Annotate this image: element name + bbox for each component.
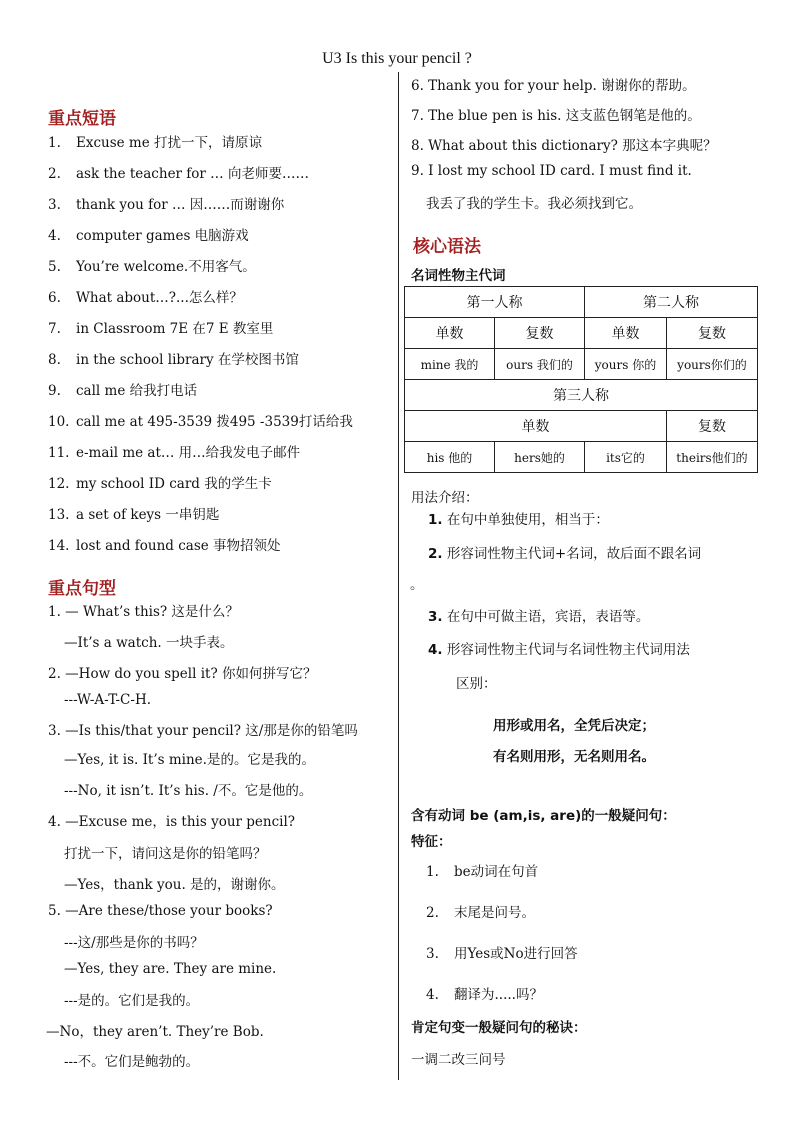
rule-line: 有名则用形，无名则用名。	[493, 749, 655, 765]
grammar-heading: 核心语法	[413, 237, 481, 257]
sentence-line: —It’s a watch. 一块手表。	[64, 635, 234, 651]
sentence-line: ---不。它们是鲍勃的。	[64, 1054, 200, 1070]
phrase-item: 12. my school ID card 我的学生卡	[48, 476, 272, 492]
sentence-line: 我丢了我的学生卡。我必须找到它。	[426, 196, 642, 212]
phrase-item: 2. ask the teacher for … 向老师要……	[48, 166, 309, 182]
sentence-line: 9. I lost my school ID card. I must find it.	[411, 163, 692, 179]
sentence-line: 4. —Excuse me，is this your pencil?	[48, 814, 296, 830]
usage-item: 区别：	[456, 676, 497, 692]
table-header: 复数	[667, 318, 758, 349]
phrase-item: 6. What about…?...怎么样？	[48, 290, 243, 306]
table-header: 复数	[495, 318, 585, 349]
tip-title: 肯定句变一般疑问句的秘诀：	[411, 1020, 587, 1036]
sentence-line: ---No, it isn’t. It’s his. /不。它是他的。	[64, 783, 313, 799]
possessive-pronoun-table	[404, 286, 758, 473]
table-cell: hers她的	[495, 442, 585, 473]
phrase-item: 3. thank you for … 因……而谢谢你	[48, 197, 285, 213]
phrase-item: 1. Excuse me 打扰一下，请原谅	[48, 135, 263, 151]
table-header: 第一人称	[405, 287, 585, 318]
sentence-line: 6. Thank you for your help. 谢谢你的帮助。	[411, 78, 696, 94]
phrase-item: 13. a set of keys 一串钥匙	[48, 507, 220, 523]
sentence-line: 2. —How do you spell it? 你如何拼写它？	[48, 666, 317, 682]
feature-item: 2. 末尾是问号。	[426, 905, 535, 921]
table-cell: mine 我的	[405, 349, 495, 380]
sentence-line: 5. —Are these/those your books?	[48, 903, 273, 919]
be-question-title: 含有动词 be (am,is, are)的一般疑问句：	[411, 808, 676, 824]
page-title: U3 Is this your pencil ?	[322, 50, 472, 67]
usage-item: 1. 在句中单独使用，相当于：	[428, 512, 609, 528]
phrase-item: 10. call me at 495-3539 拨495 -3539打话给我	[48, 414, 353, 430]
table-cell: yours 你的	[585, 349, 667, 380]
phrase-item: 9. call me 给我打电话	[48, 383, 198, 399]
sentence-line: —Yes, it is. It’s mine.是的。它是我的。	[64, 752, 315, 768]
phrase-item: 14. lost and found case 事物招领处	[48, 538, 281, 554]
table-header: 单数	[585, 318, 667, 349]
feature-item: 4. 翻译为.....吗？	[426, 987, 543, 1003]
table-cell: its它的	[585, 442, 667, 473]
sentence-line: 8. What about this dictionary? 那这本字典呢？	[411, 138, 717, 154]
phrase-item: 7. in Classroom 7E 在7 E 教室里	[48, 321, 274, 337]
table-cell: theirs他们的	[667, 442, 758, 473]
feature-title: 特征：	[411, 834, 452, 850]
table-header: 第三人称	[405, 380, 758, 411]
usage-item: 。	[410, 577, 424, 593]
feature-item: 3. 用Yes或No进行回答	[426, 946, 578, 962]
sentence-line: —Yes，thank you. 是的，谢谢你。	[64, 877, 285, 893]
phrase-item: 11. e-mail me at… 用…给我发电子邮件	[48, 445, 301, 461]
phrase-item: 5. You’re welcome.不用客气。	[48, 259, 256, 275]
phrases-heading: 重点短语	[48, 109, 116, 129]
phrase-item: 8. in the school library 在学校图书馆	[48, 352, 299, 368]
sentence-line: 打扰一下，请问这是你的铅笔吗？	[64, 846, 267, 862]
table-cell: his 他的	[405, 442, 495, 473]
sentence-line: —No，they aren’t. They’re Bob.	[46, 1024, 264, 1040]
sentence-line: 7. The blue pen is his. 这支蓝色钢笔是他的。	[411, 108, 701, 124]
column-divider	[398, 72, 399, 1080]
sentence-line: —Yes, they are. They are mine.	[64, 961, 277, 977]
sentence-line: ---这/那些是你的书吗？	[64, 935, 204, 951]
usage-title: 用法介绍：	[411, 490, 479, 506]
table-header: 复数	[667, 411, 758, 442]
table-header: 第二人称	[585, 287, 758, 318]
sentences-heading: 重点句型	[48, 579, 116, 599]
usage-item: 2. 形容词性物主代词+名词，故后面不跟名词	[428, 546, 702, 562]
usage-item: 3. 在句中可做主语，宾语，表语等。	[428, 609, 650, 625]
pronoun-title: 名词性物主代词	[411, 268, 506, 284]
table-cell: ours 我们的	[495, 349, 585, 380]
sentence-line: 3. —Is this/that your pencil? 这/那是你的铅笔吗	[48, 723, 358, 739]
table-header: 单数	[405, 411, 667, 442]
table-cell: yours你们的	[667, 349, 758, 380]
usage-item: 4. 形容词性物主代词与名词性物主代词用法	[428, 642, 690, 658]
tip-text: 一调二改三问号	[411, 1052, 506, 1068]
rule-line: 用形或用名，全凭后决定；	[493, 718, 655, 734]
feature-item: 1. be动词在句首	[426, 864, 539, 880]
sentence-line: ---是的。它们是我的。	[64, 993, 200, 1009]
sentence-line: ---W-A-T-C-H.	[64, 692, 152, 708]
phrase-item: 4. computer games 电脑游戏	[48, 228, 249, 244]
sentence-line: 1. — What’s this? 这是什么？	[48, 604, 239, 620]
table-header: 单数	[405, 318, 495, 349]
